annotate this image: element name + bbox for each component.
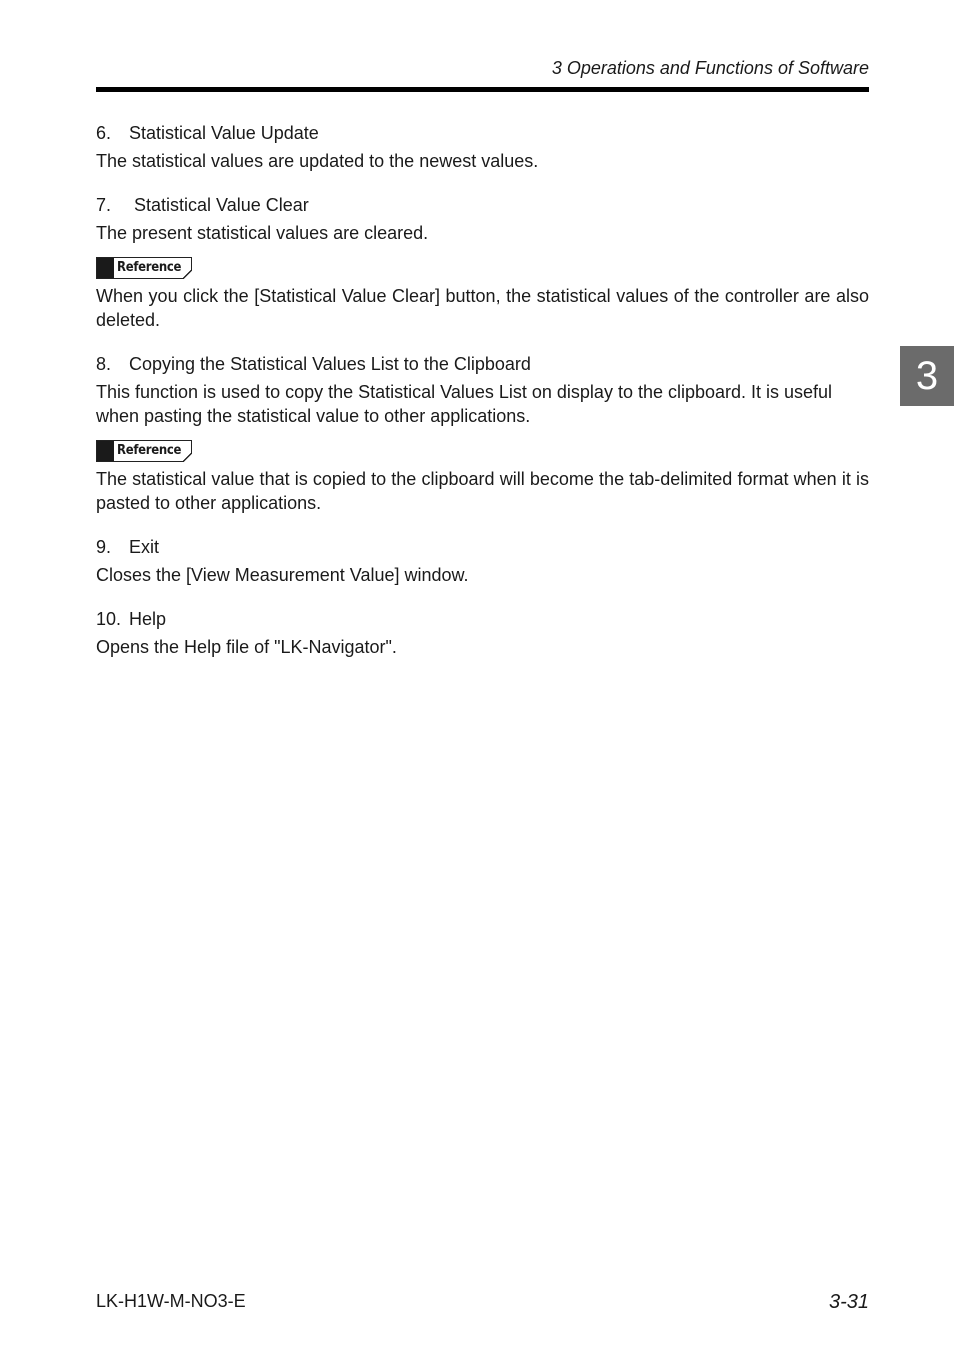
section-title: Copying the Statistical Values List to the Clipboard [129, 354, 531, 374]
section-title: Statistical Value Clear [134, 195, 309, 215]
page-header-title: 3 Operations and Functions of Software [551, 58, 869, 78]
section-title: Statistical Value Update [129, 123, 319, 143]
section-body: Closes the [View Measurement Value] window. [96, 565, 469, 585]
reference-badge-marker [97, 441, 114, 461]
reference-badge [96, 440, 192, 462]
chapter-tab: 3 [900, 346, 954, 406]
reference-note [96, 440, 869, 515]
section-7 [96, 193, 869, 332]
section-title: Exit [129, 537, 160, 557]
page-content [96, 121, 869, 679]
reference-badge [96, 257, 192, 279]
section-number: 7. [96, 195, 112, 215]
section-body: Opens the Help file of "LK-Navigator". [96, 637, 397, 657]
section-body: The present statistical values are cleared. [96, 223, 429, 243]
section-body: The statistical values are updated to the newest values. [96, 151, 539, 171]
page-curl-icon [182, 269, 192, 279]
section-title: Help [129, 609, 167, 629]
section-number: 6. [96, 123, 112, 143]
section-number: 10. [96, 609, 122, 629]
reference-badge-marker [97, 258, 114, 278]
section-number: 9. [96, 537, 112, 557]
page-curl-icon [182, 452, 192, 462]
footer-page-number: 3-31 [828, 1291, 869, 1313]
section-10 [96, 607, 869, 659]
reference-text: The statistical value that is copied to the clipboard will become the tab-delimited format when it is pasted to other applications. [96, 469, 869, 513]
footer-document-id: LK-H1W-M-NO3-E [96, 1291, 246, 1311]
reference-badge-label: Reference [117, 260, 182, 275]
section-heading [96, 121, 869, 145]
section-body: This function is used to copy the Statistical Values List on display to the clipboard. It is useful when pasting the statistical value to other applications. [96, 382, 833, 426]
section-heading [96, 535, 869, 559]
section-heading [96, 193, 869, 217]
section-heading [96, 352, 869, 376]
reference-badge-label: Reference [117, 443, 182, 458]
reference-note [96, 257, 869, 332]
section-9 [96, 535, 869, 587]
reference-text: When you click the [Statistical Value Clear] button, the statistical values of the controller are also deleted. [96, 286, 869, 330]
section-8 [96, 352, 869, 515]
header-rule [96, 87, 869, 92]
section-heading [96, 607, 869, 631]
section-number: 8. [96, 354, 112, 374]
section-6 [96, 121, 869, 173]
